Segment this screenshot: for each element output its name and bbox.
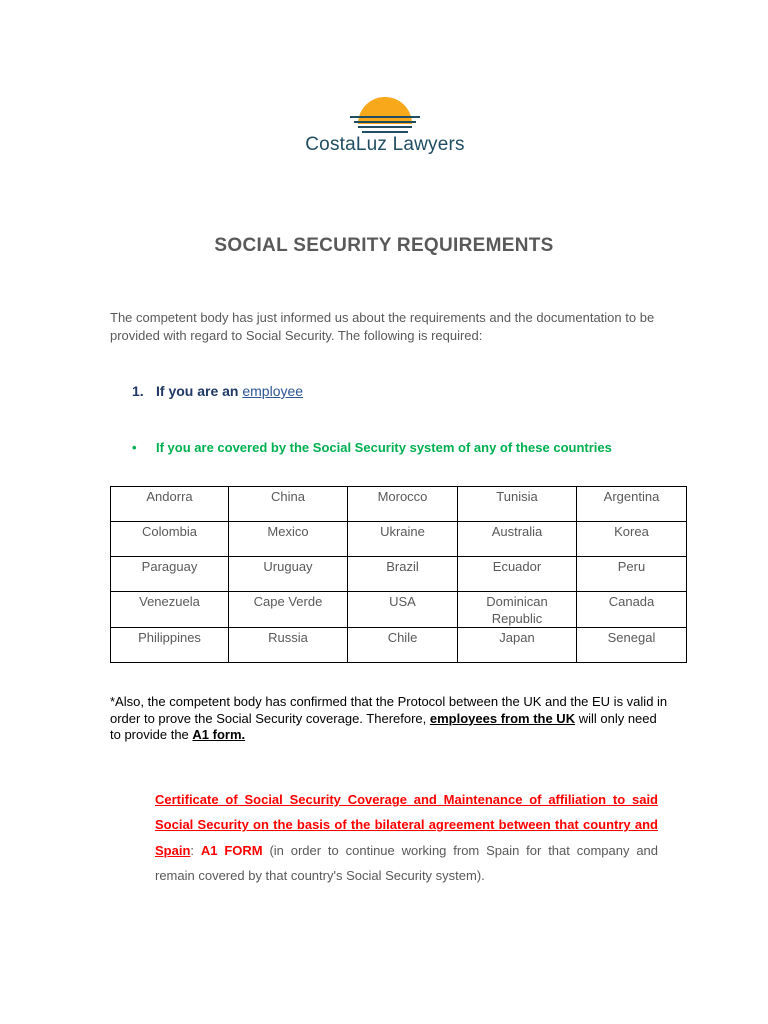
list-number: 1. xyxy=(132,383,144,399)
country-cell: Paraguay xyxy=(111,557,229,592)
country-cell: Cape Verde xyxy=(229,592,348,628)
country-cell: Senegal xyxy=(577,628,687,663)
page-title: SOCIAL SECURITY REQUIREMENTS xyxy=(214,235,554,256)
country-cell: USA xyxy=(348,592,458,628)
country-cell: Korea xyxy=(577,522,687,557)
logo-text: CostaLuz Lawyers xyxy=(305,134,465,155)
certificate-form: A1 FORM xyxy=(200,842,263,858)
company-logo xyxy=(290,92,480,164)
country-cell: Dominican Republic xyxy=(458,592,577,628)
country-cell: Canada xyxy=(577,592,687,628)
table-row xyxy=(111,522,687,557)
country-cell: Mexico xyxy=(229,522,348,557)
country-cell: China xyxy=(229,487,348,522)
country-cell: Ecuador xyxy=(458,557,577,592)
bullet-item xyxy=(132,440,612,455)
table-row xyxy=(111,487,687,522)
bullet-icon: • xyxy=(132,440,137,455)
certificate-separator: : xyxy=(190,842,201,858)
note-text-1: *Also, the competent body has confirmed that the Protocol between the UK and the EU is valid in order to prove the Social Security coverage. Therefore, xyxy=(110,694,668,726)
note-emphasis-employees: employees from the UK xyxy=(429,710,576,726)
country-cell: Ukraine xyxy=(348,522,458,557)
country-cell: Chile xyxy=(348,628,458,663)
country-cell: Australia xyxy=(458,522,577,557)
uk-note xyxy=(110,694,670,744)
country-cell: Japan xyxy=(458,628,577,663)
country-cell: Venezuela xyxy=(111,592,229,628)
country-cell: Argentina xyxy=(577,487,687,522)
intro-paragraph: The competent body has just informed us about the requirements and the documentation to be provided with regard to Social Security. The following is required: xyxy=(110,310,655,343)
note-emphasis-a1-form: A1 form. xyxy=(192,727,246,742)
country-cell: Peru xyxy=(577,557,687,592)
employee-link[interactable]: employee xyxy=(242,383,304,399)
country-cell: Uruguay xyxy=(229,557,348,592)
countries-table xyxy=(110,486,687,663)
country-cell: Brazil xyxy=(348,557,458,592)
country-cell: Colombia xyxy=(111,522,229,557)
list-item-prefix: If you are an xyxy=(156,383,243,399)
certificate-title: Certificate of Social Security Coverage and Maintenance of affiliation to said Social Security on the basis of the bilateral agreement between that country and Spain xyxy=(155,792,658,858)
country-cell: Tunisia xyxy=(458,487,577,522)
bullet-text: If you are covered by the Social Security system of any of these countries xyxy=(156,440,612,455)
table-row xyxy=(111,557,687,592)
certificate-paragraph xyxy=(155,787,658,888)
table-row xyxy=(111,628,687,663)
certificate-text: (in order to continue working from Spain for that company and remain covered by that country's Social Security system). xyxy=(155,842,659,883)
country-cell: Philippines xyxy=(111,628,229,663)
sunset-icon xyxy=(350,92,420,134)
table-row xyxy=(111,592,687,628)
country-cell: Morocco xyxy=(348,487,458,522)
country-cell: Andorra xyxy=(111,487,229,522)
note-text-2: will only need to provide the xyxy=(110,710,657,742)
list-item-employee xyxy=(132,383,303,399)
country-cell: Russia xyxy=(229,628,348,663)
